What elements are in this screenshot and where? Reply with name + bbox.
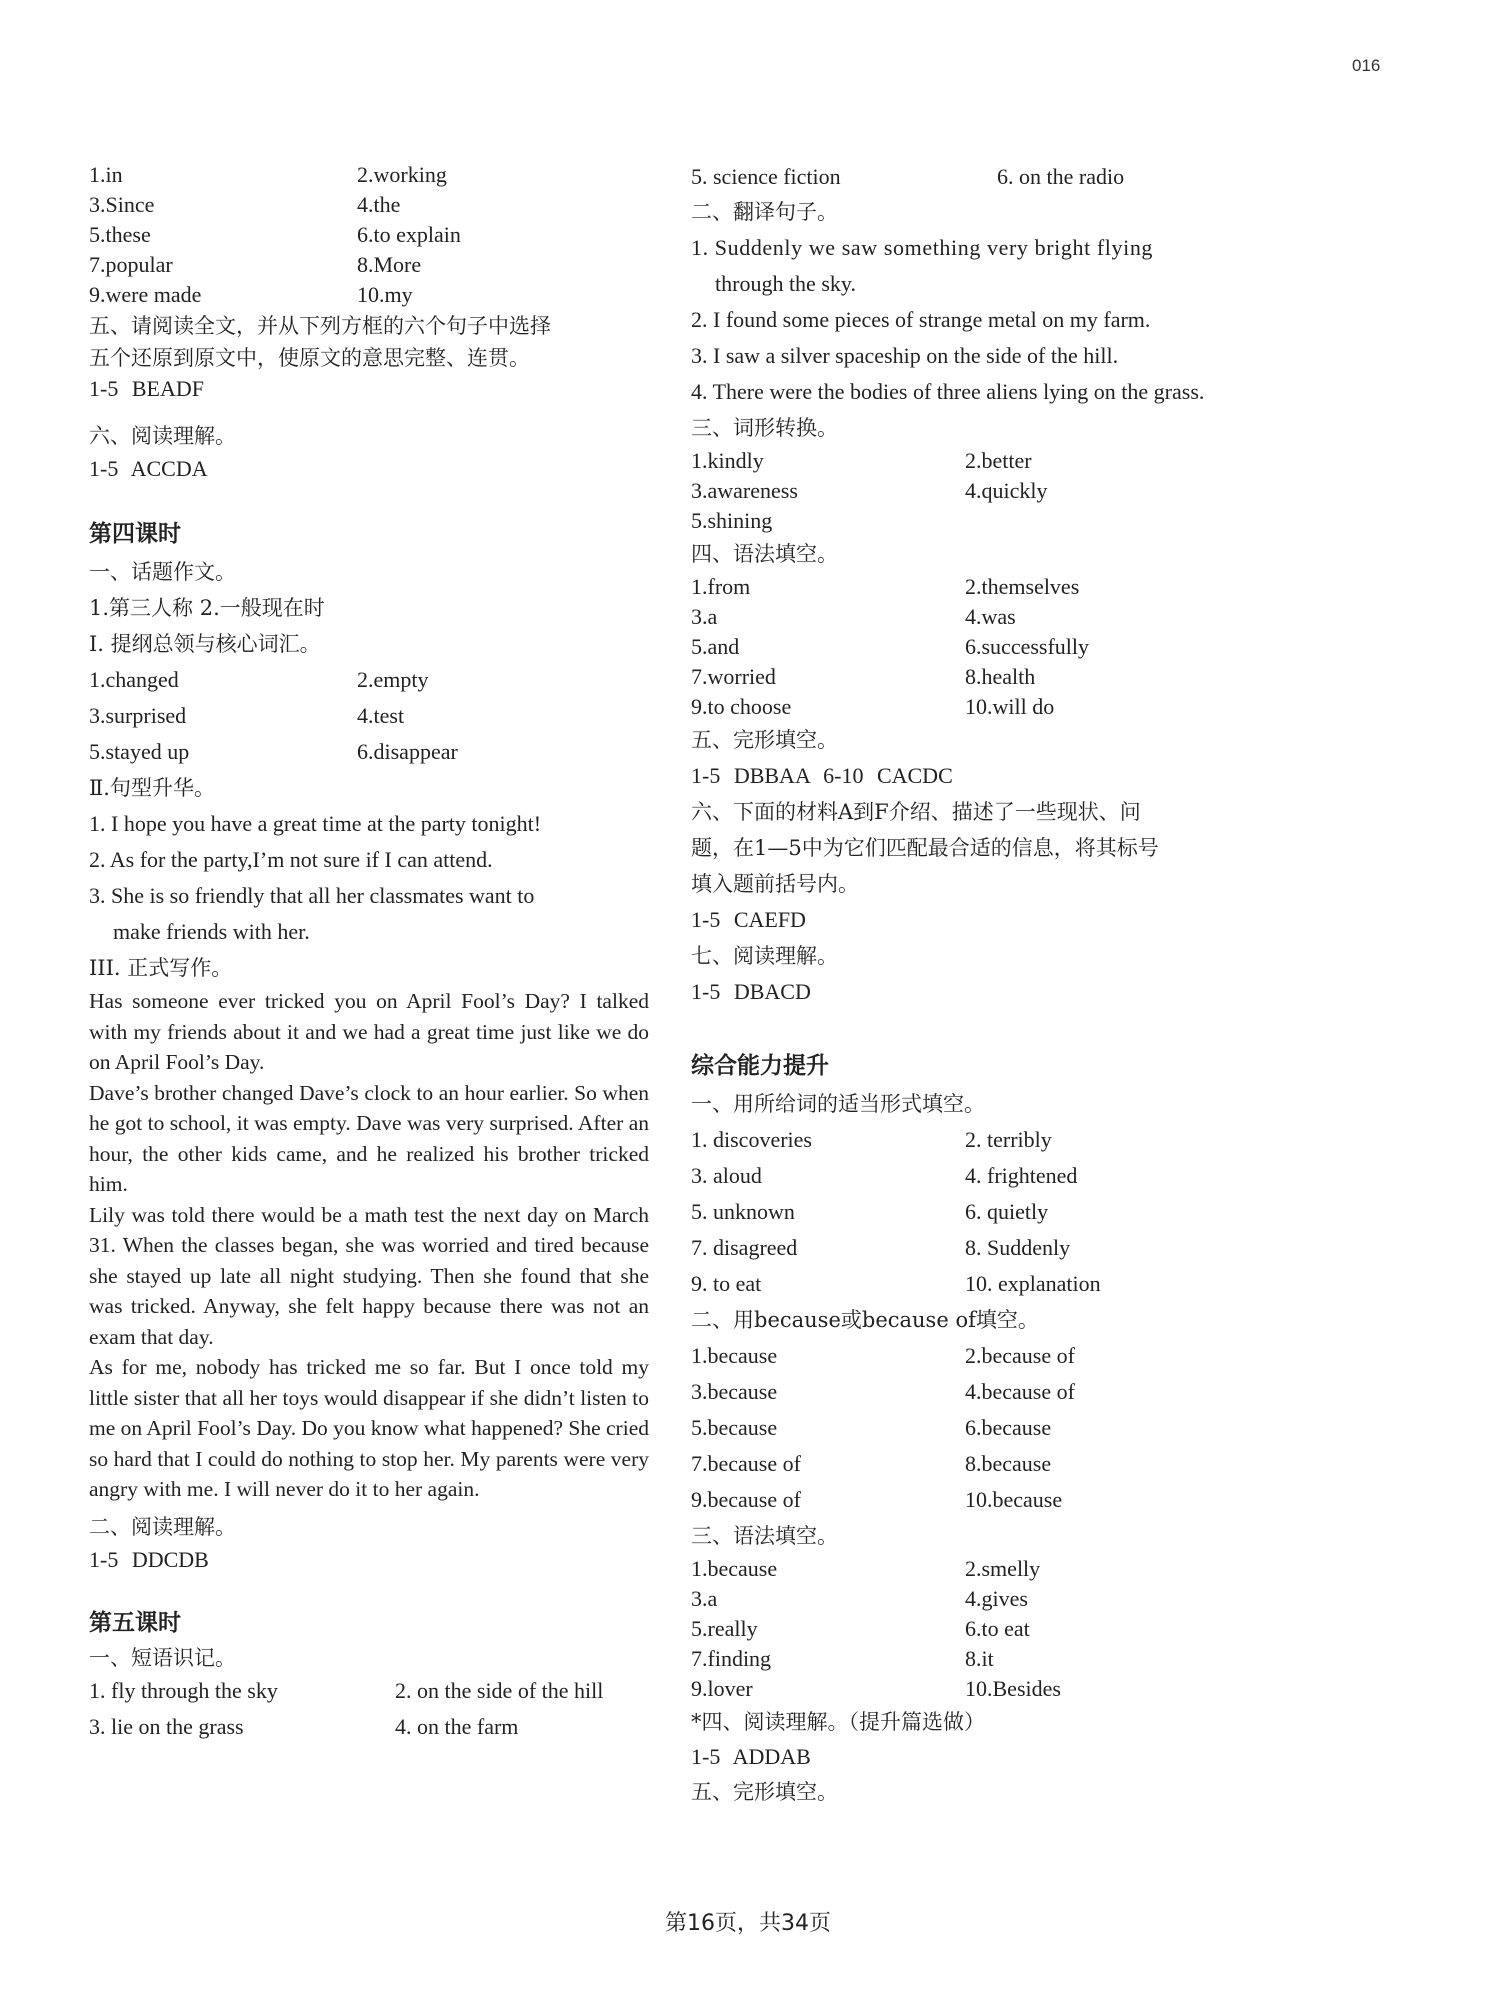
answer-row: 9.were made 10.my (89, 282, 413, 307)
answer-row: 5. unknown 6. quietly (691, 1199, 1049, 1224)
section-title: 五、完形填空。 (691, 728, 838, 752)
section-title-cont: 五个还原到原文中，使原文的意思完整、连贯。 (89, 346, 530, 370)
answer-row: 5.really 6.to eat (691, 1616, 1030, 1641)
sentence: 1. Suddenly we saw something very bright flying (691, 235, 1154, 260)
answer-row: 7.because of 8.because (691, 1451, 1052, 1476)
sentence: 2. I found some pieces of strange metal on my farm. (691, 307, 1151, 332)
sub-title: Ⅰ. 提纲总领与核心词汇。 (89, 632, 321, 656)
sentence: 2. As for the party,I’m not sure if I can attend. (89, 847, 493, 872)
answer-line: 1-5 CAEFD (691, 907, 806, 932)
answer-row: 7.finding 8.it (691, 1646, 994, 1671)
section-title: *四、阅读理解。（提升篇选做） (691, 1710, 985, 1734)
answer-row: 9.lover 10.Besides (691, 1676, 1061, 1701)
essay-paragraph: As for me, nobody has tricked me so far. But I once told my little sister that all her toys would disappear if she didn’t listen to me on April Fool’s Day. Do you know what happened? She cried so hard that I could do nothing to stop her. My parents were very angry with me. I will never do it to her again. (89, 1355, 649, 1501)
answer-line: 1-5 DBACD (691, 979, 811, 1004)
answer-row: 1.in 2.working (89, 162, 447, 187)
section-title: 二、阅读理解。 (89, 1514, 236, 1539)
answer-row: 7.worried 8.health (691, 664, 1036, 689)
answer-row: 1.because 2.smelly (691, 1556, 1041, 1581)
topic-notes: 1.第三人称 2.一般现在时 (89, 596, 325, 620)
sentence: 3. She is so friendly that all her classmates want to (89, 883, 535, 908)
essay-paragraph: Has someone ever tricked you on April Fool’s Day? I talked with my friends about it and we had a great time just like we do on April Fool’s Day. (89, 989, 649, 1074)
section-title: 五、完形填空。 (691, 1780, 838, 1804)
section-title: 七、阅读理解。 (691, 944, 838, 968)
section-title: 五、请阅读全文，并从下列方框的六个句子中选择 (89, 314, 551, 338)
essay-paragraph: Lily was told there would be a math test the next day on March 31. When the classes began, she was worried and tired because she stayed up late all night studying. Then she found that she was tricked. Anyway, she felt happy because there was not an exam that day. (89, 1202, 649, 1349)
answer-row: 3.a 4.gives (691, 1586, 1028, 1611)
section-title: 六、阅读理解。 (89, 424, 236, 448)
sentence-cont: through the sky. (715, 271, 856, 296)
section-title: 二、翻译句子。 (691, 200, 838, 224)
sub-title: Ⅱ.句型升华。 (89, 776, 215, 800)
answer-row: 5.because 6.because (691, 1415, 1052, 1440)
answer-line: 1-5 BEADF (89, 376, 204, 401)
answer-row: 5. science fiction 6. on the radio (691, 164, 1125, 189)
right-column (691, 160, 1251, 1810)
sub-title: III. 正式写作。 (89, 956, 233, 980)
section-title: 一、用所给词的适当形式填空。 (691, 1092, 985, 1116)
left-column (89, 160, 649, 1745)
section-title: 一、话题作文。 (89, 560, 236, 584)
page-corner-number: 016 (1352, 56, 1381, 75)
answer-row: 1. fly through the sky 2. on the side of the hill (89, 1677, 604, 1703)
answer-row: 3.because 4.because of (691, 1379, 1075, 1404)
essay-paragraph: Dave’s brother changed Dave’s clock to an hour earlier. So when he got to school, it was empty. Dave was very surprised. After an hour, the other kids came, and he realized his brother tricked him. (89, 1080, 649, 1196)
section-title: 一、短语识记。 (89, 1645, 236, 1670)
answer-row: 9.because of 10.because (691, 1487, 1063, 1512)
answer-row: 5.and 6.successfully (691, 634, 1090, 659)
section-title: 四、语法填空。 (691, 542, 838, 566)
answer-row: 5.these 6.to explain (89, 222, 461, 247)
answer-row: 3.awareness 4.quickly (691, 478, 1048, 503)
answer-row: 3. lie on the grass 4. on the farm (89, 1713, 519, 1739)
comprehensive-heading: 综合能力提升 (691, 1053, 829, 1079)
answer-row: 9.to choose 10.will do (691, 694, 1055, 719)
sentence-cont: make friends with her. (113, 919, 310, 944)
sentence: 4. There were the bodies of three aliens lying on the grass. (691, 379, 1205, 404)
section-title-cont: 题，在1—5中为它们匹配最合适的信息，将其标号 (691, 836, 1159, 860)
answer-line: 1-5 ADDAB (691, 1744, 811, 1769)
answer-row: 9. to eat 10. explanation (691, 1271, 1101, 1296)
answer-row: 5.shining (691, 508, 773, 533)
lesson-heading-4: 第四课时 (89, 521, 181, 547)
answer-row: 1.kindly 2.better (691, 448, 1032, 473)
answer-row: 1.changed 2.empty (89, 667, 429, 692)
sentence: 1. I hope you have a great time at the party tonight! (89, 811, 542, 836)
vocab-list (89, 662, 649, 770)
answer-row: 1.because 2.because of (691, 1343, 1075, 1368)
section-title: 三、语法填空。 (691, 1524, 838, 1548)
answer-row: 7. disagreed 8. Suddenly (691, 1235, 1071, 1260)
answer-row: 7.popular 8.More (89, 252, 422, 277)
section-title: 三、词形转换。 (691, 416, 838, 440)
lesson-heading-5: 第五课时 (89, 1609, 181, 1636)
answer-row: 5.stayed up 6.disappear (89, 739, 458, 764)
page-footer: 第16页，共34页 (665, 1911, 831, 1936)
answer-row: 3.a 4.was (691, 604, 1016, 629)
answer-line: 1-5 DBBAA 6-10 CACDC (691, 763, 953, 788)
answer-list-1 (89, 160, 649, 310)
sentence: 3. I saw a silver spaceship on the side of the hill. (691, 343, 1119, 368)
answer-line: 1-5 ACCDA (89, 456, 208, 481)
answer-row: 3.surprised 4.test (89, 703, 405, 728)
answer-row: 3.Since 4.the (89, 192, 401, 217)
answer-row: 1. discoveries 2. terribly (691, 1127, 1052, 1152)
answer-row: 3. aloud 4. frightened (691, 1163, 1078, 1188)
section-title: 二、用because或because of填空。 (691, 1308, 1039, 1332)
answer-row: 1.from 2.themselves (691, 574, 1080, 599)
answer-line: 1-5 DDCDB (89, 1546, 209, 1572)
essay (89, 986, 649, 1505)
section-title: 六、下面的材料A到F介绍、描述了一些现状、问 (691, 800, 1141, 824)
section-title-cont: 填入题前括号内。 (691, 872, 859, 896)
